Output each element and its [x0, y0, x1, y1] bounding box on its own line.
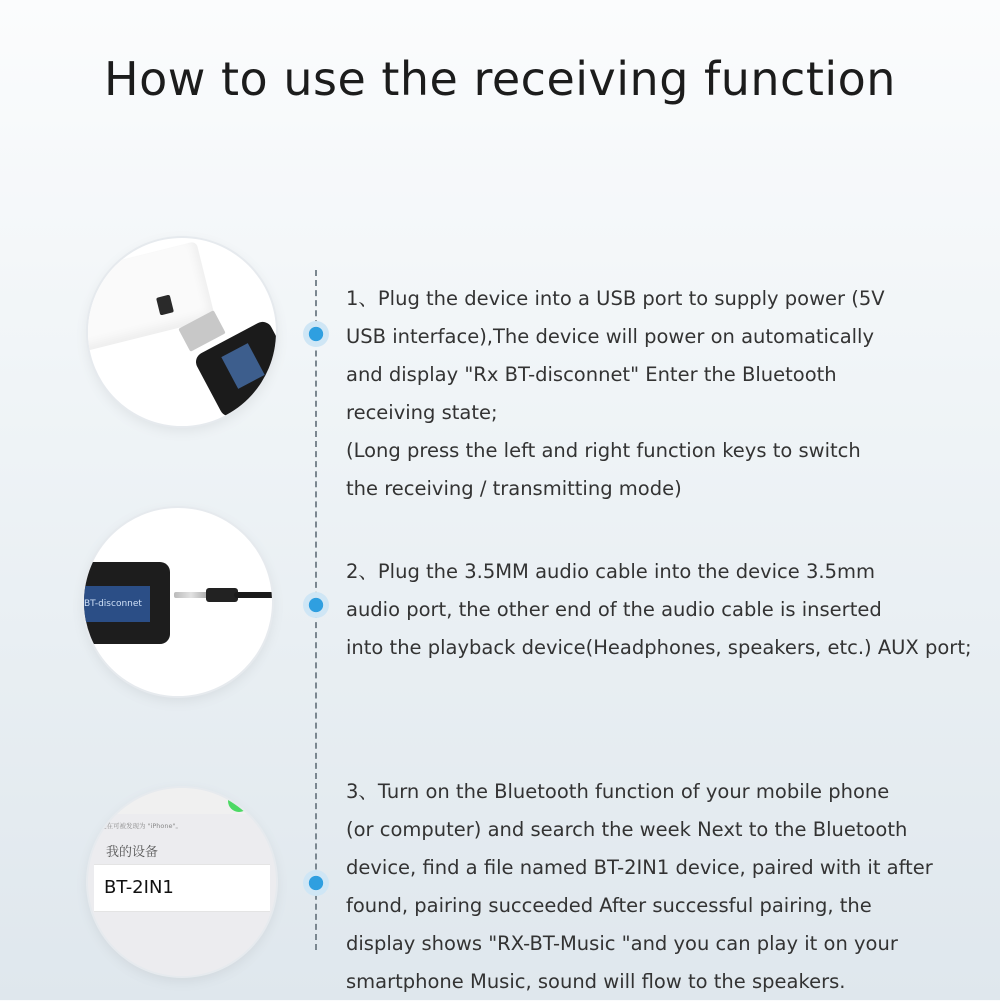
audio-jack-tip: [174, 592, 208, 598]
bluetooth-toggle: [228, 790, 250, 812]
phone-caption: 现在可被发现为 "iPhone"。: [100, 822, 182, 830]
step-line: device, find a file named BT-2IN1 device, paired with it after: [346, 856, 933, 879]
step-line: (Long press the left and right function keys to switch: [346, 439, 861, 462]
step-line: 1、Plug the device into a USB port to supply power (5V: [346, 287, 885, 310]
phone-device-name: BT-2IN1: [104, 877, 174, 898]
step-line: smartphone Music, sound will flow to the speakers.: [346, 970, 846, 993]
audio-cable: [234, 592, 272, 598]
step-1-text: [346, 280, 966, 508]
step-line: (or computer) and search the week Next to the Bluetooth: [346, 818, 908, 841]
step-1-marker: [303, 321, 329, 347]
step-3-marker: [303, 870, 329, 896]
step-line: 2、Plug the 3.5MM audio cable into the device 3.5mm: [346, 560, 875, 583]
step-line: USB interface),The device will power on automatically: [346, 325, 875, 348]
phone-section-title: 我的设备: [106, 845, 159, 860]
step-line: into the playback device(Headphones, speakers, etc.) AUX port;: [346, 636, 972, 659]
audio-cable-image: [84, 508, 272, 696]
step-line: audio port, the other end of the audio cable is inserted: [346, 598, 882, 621]
step-line: 3、Turn on the Bluetooth function of your mobile phone: [346, 780, 890, 803]
usb-plugin-image: [88, 238, 276, 426]
adapter-screen-text: BT-disconnet: [84, 586, 150, 622]
step-2-marker: [303, 592, 329, 618]
step-line: and display "Rx BT-disconnet" Enter the Bluetooth: [346, 363, 837, 386]
step-line: the receiving / transmitting mode): [346, 477, 682, 500]
step-line: receiving state;: [346, 401, 498, 424]
page-title: How to use the receiving function: [104, 52, 896, 106]
step-line: found, pairing succeeded After successful pairing, the: [346, 894, 872, 917]
phone-bluetooth-image: [88, 788, 276, 976]
step-2-text: [346, 553, 972, 667]
step-3-text: [346, 773, 966, 1001]
step-line: display shows "RX-BT-Music "and you can play it on your: [346, 932, 898, 955]
